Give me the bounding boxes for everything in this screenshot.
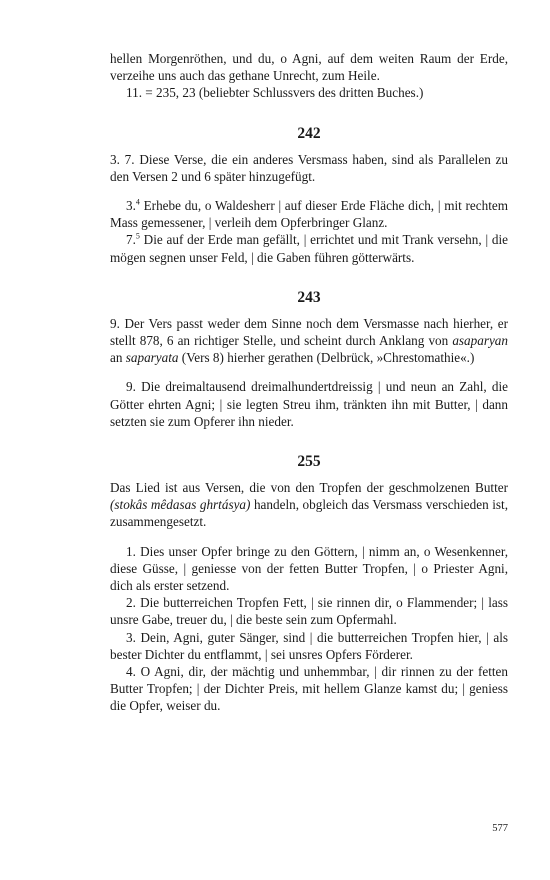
verse-footnote-mark: 4 (135, 197, 140, 207)
verse-text: Die auf der Erde man gefällt, | errichtet und mit Trank versehn, | die mögen segnen unser Feld, | die Gaben führen götterwärts. (110, 232, 508, 265)
verse-number: 7. (126, 232, 136, 248)
intro-verse-11: 11. = 235, 23 (beliebter Schlussvers des dritten Buches.) (126, 85, 424, 101)
section-242-note: 3. 7. Diese Verse, die ein anderes Versmass haben, sind als Parallelen zu den Versen 2 und 6 später hinzugefügt. (110, 151, 508, 184)
note-text: an (110, 350, 126, 366)
section-242-verse-3 (110, 197, 508, 231)
section-255-verse-1: 1. Dies unser Opfer bringe zu den Göttern, | nimm an, o Wesenkenner, diese Güsse, | geniesse von der fetten Butter Tropfen, | o Priester Agni, dich als erster setzend. (110, 543, 508, 594)
section-heading-243: 243 (297, 288, 321, 306)
verse-number: 3. (126, 198, 136, 214)
note-emphasis: asaparyan (452, 333, 508, 349)
note-emphasis: saparyata (125, 350, 179, 366)
page-number: 577 (492, 823, 508, 834)
section-255-note (110, 479, 508, 531)
note-text: handeln, obgleich das Versmass verschieden ist, zusammengesetzt. (110, 497, 508, 530)
section-255-verse-3: 3. Dein, Agni, guter Sänger, sind | die butterreichen Tropfen hier, | als bester Dichter du entflammt, | sei unsres Opfers Förderer. (110, 629, 508, 662)
section-heading-255: 255 (297, 453, 321, 471)
section-heading-242: 242 (297, 124, 321, 142)
section-243-note (110, 315, 508, 367)
section-255-verse-2: 2. Die butterreichen Tropfen Fett, | sie rinnen dir, o Flammender; | lass unsre Gabe, treuer du, | die beste sein zum Opfermahl. (110, 595, 508, 628)
section-243-verse-9: 9. Die dreimaltausend dreimalhundertdreissig | und neun an Zahl, die Götter ehrten Agni; | sie legten Streu ihm, tränkten ihn mit Butter, | dann setzten sie zum Opferer ihn nieder. (110, 379, 508, 429)
note-text: 9. Der Vers passt weder dem Sinne noch dem Versmasse nach hierher, er stellt 878, 6 an richtiger Stelle, und scheint durch Anklang von (110, 315, 508, 349)
section-242-verse-7 (110, 231, 508, 265)
note-text: (Vers 8) hierher gerathen (Delbrück, »Chrestomathie«.) (178, 350, 475, 366)
section-255-verse-4: 4. O Agni, dir, der mächtig und unhemmbar, | dir rinnen zu der fetten Butter Tropfen; | der Dichter Preis, mit hellem Glanze kamst du; | geniess die Opfer, weiser du. (110, 664, 508, 714)
verse-footnote-mark: 5 (135, 232, 140, 242)
page-body (110, 50, 508, 715)
note-text: Das Lied ist aus Versen, die von den Tropfen der geschmolzenen Butter (110, 480, 508, 496)
intro-paragraph: hellen Morgenröthen, und du, o Agni, auf dem weiten Raum der Erde, verzeihe uns auch das gethane Unrecht, zum Heile. (110, 51, 508, 84)
verse-text: Erhebe du, o Waldesherr | auf dieser Erde Fläche dich, | mit rechtem Mass gemessener, | verleih dem Opferbringer Glanz. (110, 198, 508, 231)
note-emphasis: (stokâs mêdasas ghrtásya) (110, 497, 251, 513)
